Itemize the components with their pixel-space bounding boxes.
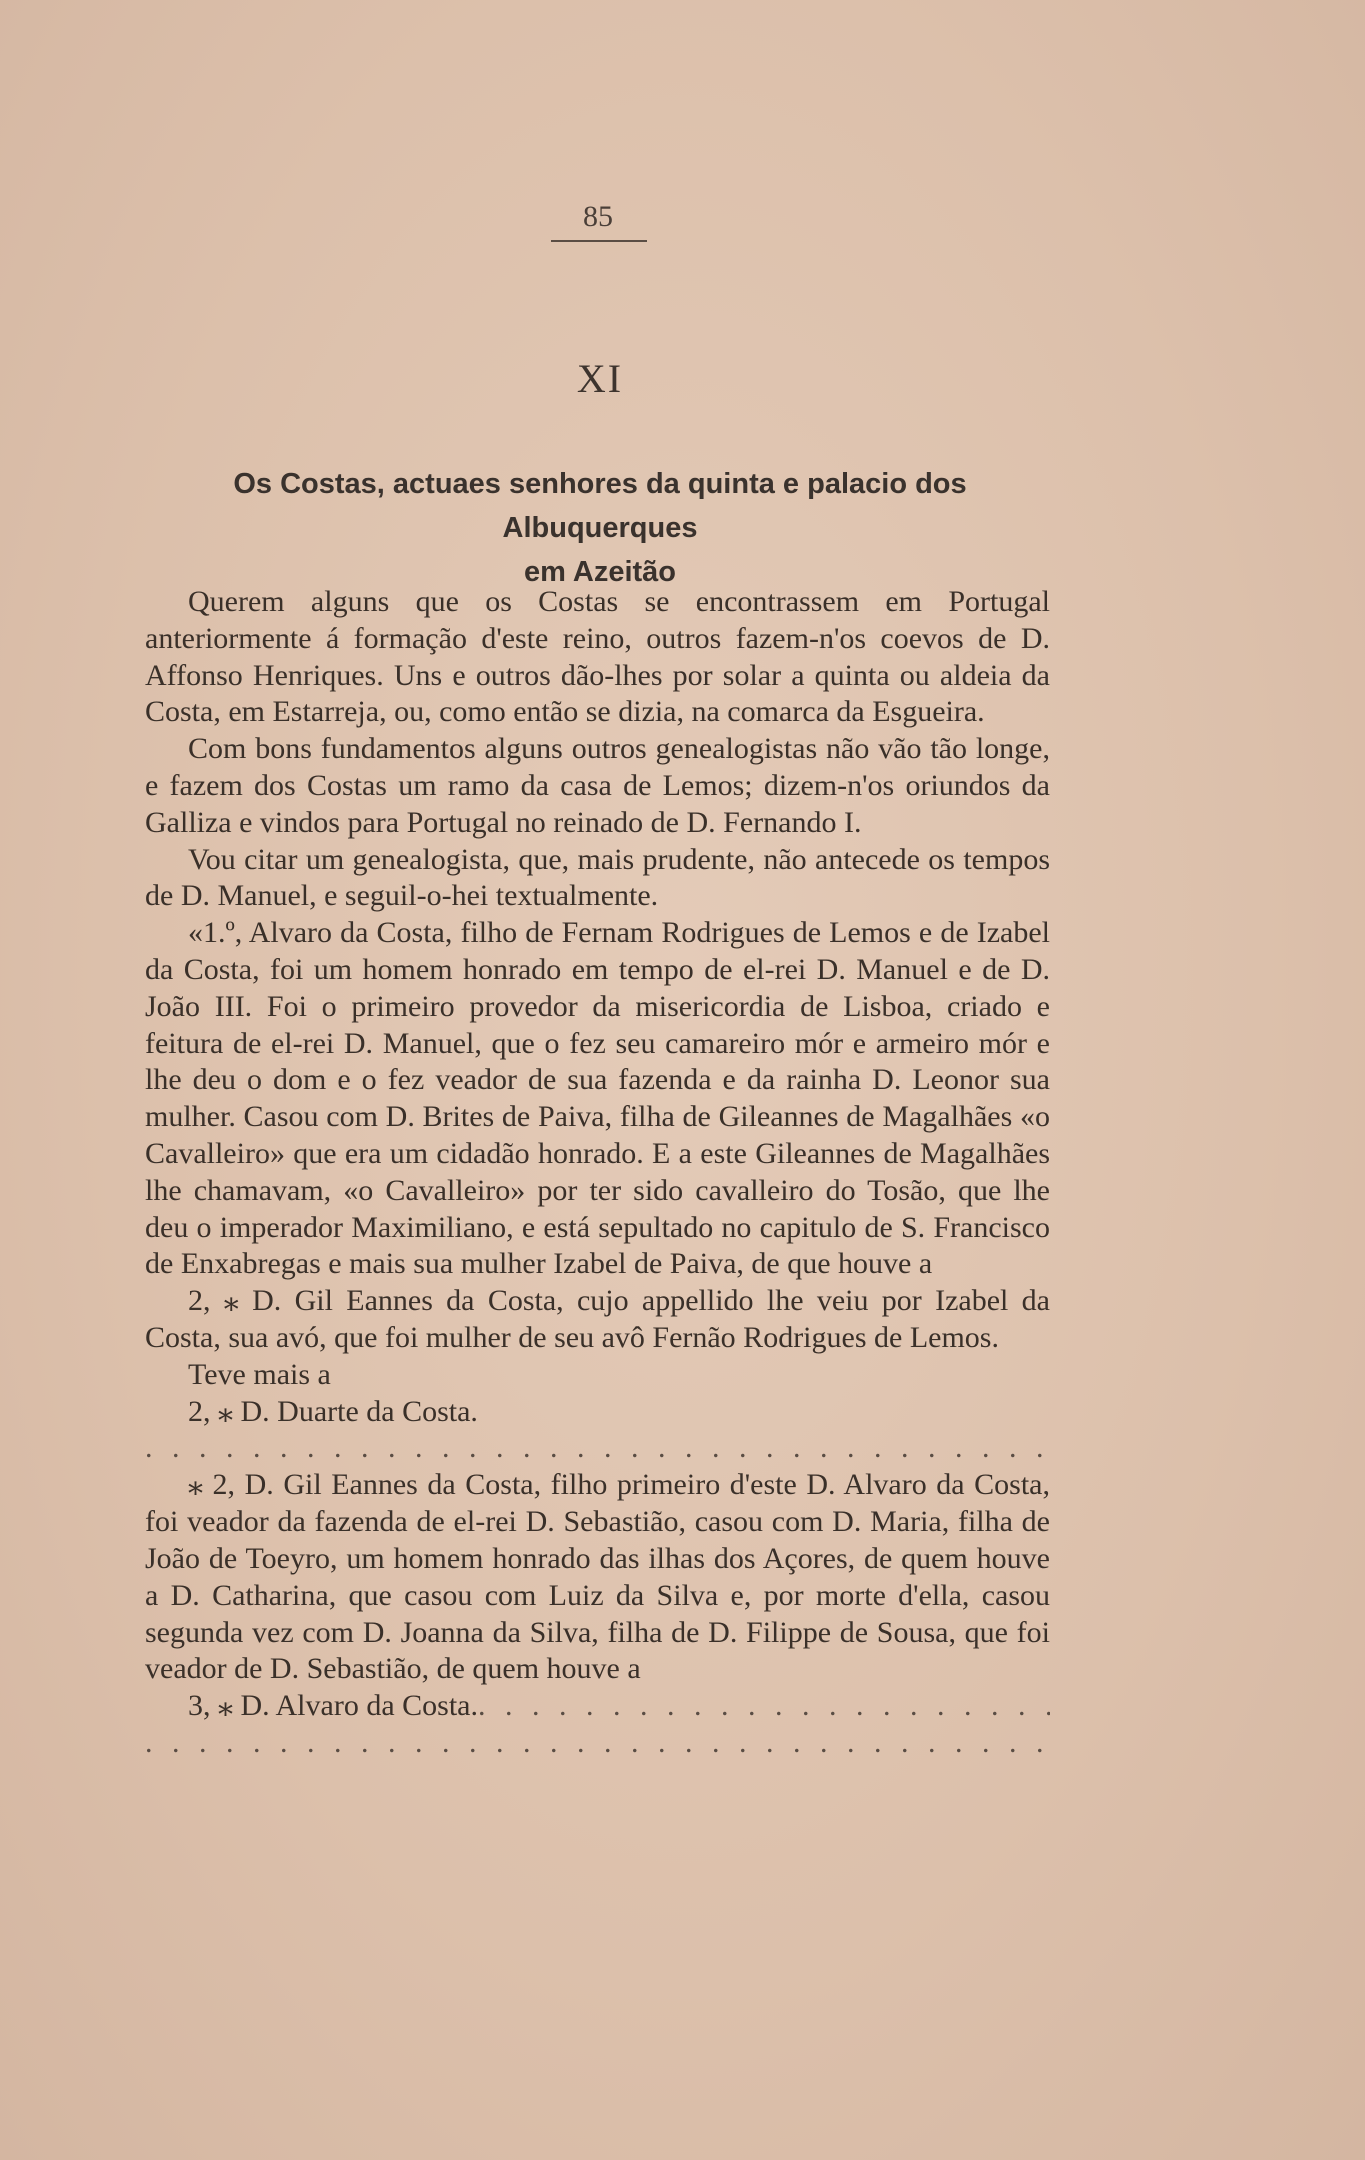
paragraph-gil-eannes: 2, ⁎ D. Gil Eannes da Costa, cujo appellido lhe veiu por Izabel da Costa, sua avó, que foi mulher de seu avô Fernão Rodrigues de Lemos. [145,1284,1050,1354]
paragraph-gil-eannes-descendants: ⁎ 2, D. Gil Eannes da Costa, filho primeiro d'este D. Alvaro da Costa, foi veador da fazenda de el-rei D. Sebastião, casou com D. Maria, filha de João de Toeyro, um homem honrado das ilhas dos Açores, de quem houve a D. Catharina, que casou com Luiz da Silva e, por morte d'ella, casou segunda vez com D. Joanna da Silva, filha de D. Filippe de Sousa, que foi veador de D. Sebastião, de quem houve a [145,1468,1050,1686]
dotted-separator [145,1430,1050,1467]
chapter-heading: XI [576,356,624,401]
page-number: 85 [583,200,613,233]
paragraph-origins: Querem alguns que os Costas se encontrassem em Portugal anteriormente á formação d'este reino, outros fazem-n'os coevos de D. Affonso Henriques. Uns e outros dão-lhes por solar a quinta ou aldeia da Costa, em Estarreja, ou, como então se dizia, na comarca da Esgueira. [145,585,1050,729]
paragraph-duarte-da-costa: 2, ⁎ D. Duarte da Costa. [188,1394,478,1428]
entry-alvaro-da-costa: 3, ⁎ D. Alvaro da Costa. [188,1689,478,1723]
body-text [145,584,1050,1762]
entry-alvaro-da-costa-line [145,1688,1050,1725]
paragraph-alvaro-da-costa: «1.º, Alvaro da Costa, filho de Fernam Rodrigues de Lemos e de Izabel da Costa, foi um homem honrado em tempo de el-rei D. Manuel e de D. João III. Foi o primeiro provedor da misericordia de Lisboa, criado e feitura de el-rei D. Manuel, que o fez seu camareiro mór e armeiro mór e lhe deu o dom e o fez veador de sua fazenda e da rainha D. Leonor sua mulher. Casou com D. Brites de Paiva, filha de Gileannes de Magalhães «o Cavalleiro» que era um cidadão honrado. E a este Gileannes de Magalhães lhe chamavam, «o Cavalleiro» por ter sido cavalleiro do Tosão, que lhe deu o imperador Maximiliano, e está sepultado no capitulo de S. Francisco de Enxabregas e mais sua mulher Izabel de Paiva, de que houve a [145,916,1050,1281]
dotted-leader [478,1688,1050,1725]
section-title-line-1: Os Costas, actuaes senhores da quinta e palacio dos Albuquerques [233,468,967,544]
paragraph-lemos: Com bons fundamentos alguns outros genealogistas não vão tão longe, e fazem dos Costas um ramo da casa de Lemos; dizem-n'os oriundos da Galliza e vindos para Portugal no reinado de D. Fernando I. [145,732,1050,839]
paragraph-citation-intro: Vou citar um genealogista, que, mais prudente, não antecede os tempos de D. Manuel, e seguil-o-hei textualmente. [145,842,1050,913]
section-title-line-2: em Azeitão [523,556,677,588]
page-number-rule [551,240,647,242]
section-title [160,462,1040,594]
paragraph-teve-mais: Teve mais a [188,1357,331,1391]
dotted-separator-end [145,1725,1050,1762]
